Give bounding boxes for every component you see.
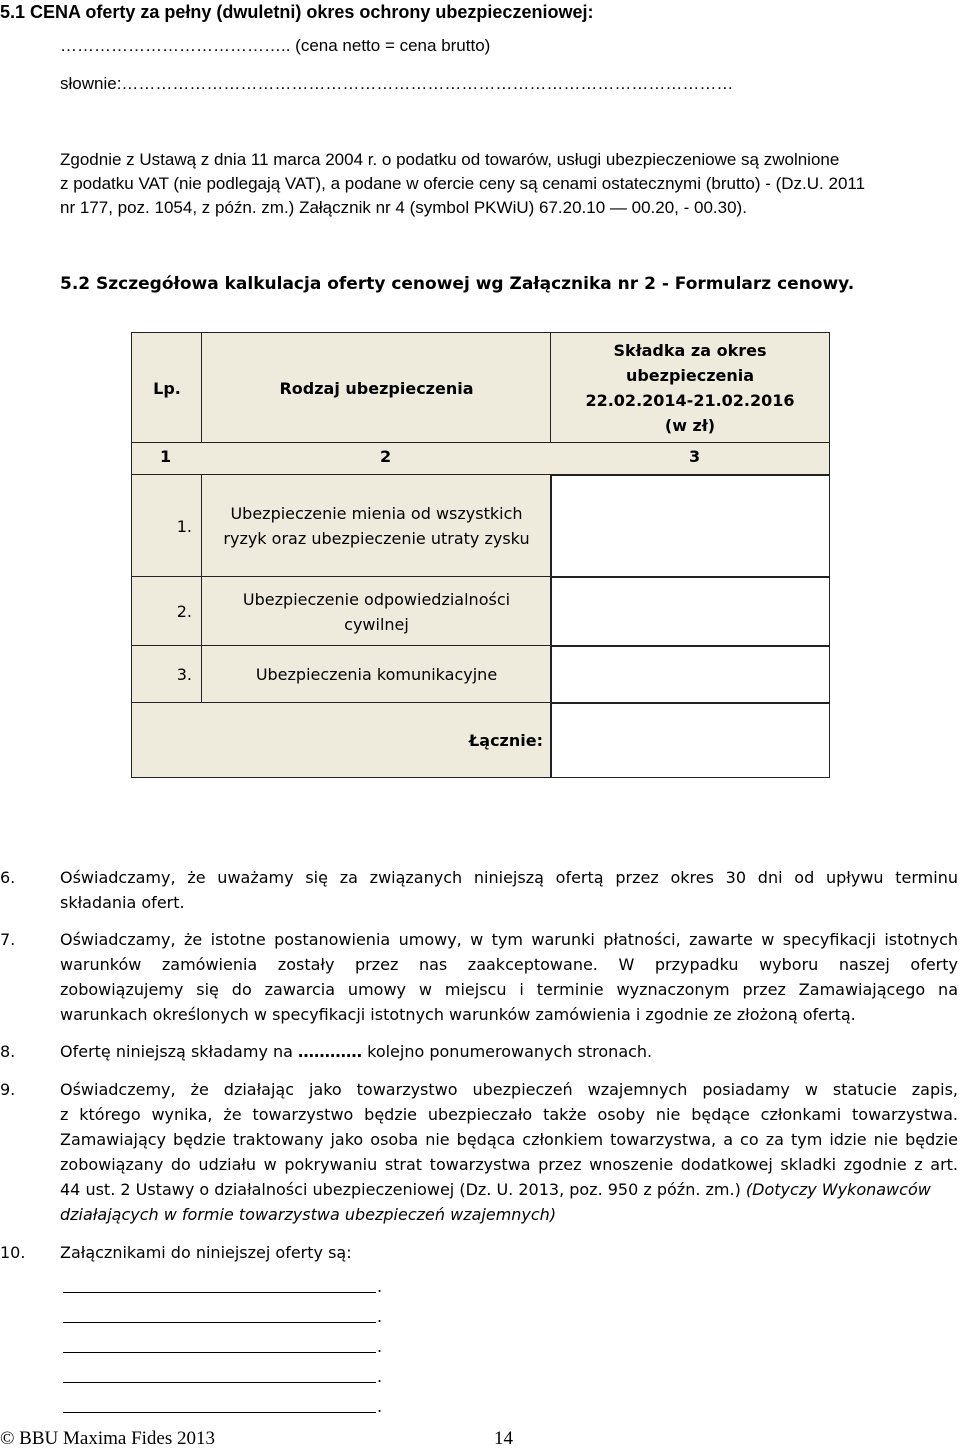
point-9-line-4: zobowiązany do udziału w pokrywaniu strat towarzystwa przez wnoszenie dodatkowej skladki zgodnie z art. bbox=[60, 1155, 958, 1174]
row-3-insurance-type: Ubezpieczenia komunikacyjne bbox=[201, 645, 552, 704]
point-9-line-1: Oświadczemy, że działając jako towarzystwo ubezpieczeń wzajemnych posiadamy w statucie zapis, bbox=[60, 1080, 958, 1099]
row-3-lp: 3. bbox=[131, 645, 203, 704]
vat-note-line-2: z podatku VAT (nie podlegają VAT), a podane w ofercie ceny są cenami ostatecznymi (brutto) - (Dz.U. 2011 bbox=[60, 174, 866, 193]
attachment-line-1-end: . bbox=[377, 1277, 383, 1296]
point-7-number: 7. bbox=[0, 930, 16, 949]
point-7-line-3: zobowiązujemy się do zawarcia umowy w miejscu i terminie wyznaczonym przez Zamawiającego na bbox=[60, 980, 958, 999]
attachment-line-5[interactable] bbox=[63, 1412, 376, 1413]
point-9-line-5: 44 ust. 2 Ustawy o działalności ubezpieczeniowej (Dz. U. 2013, poz. 950 z późn. zm.) (Dotyczy Wykonawców bbox=[60, 1180, 931, 1199]
column-number-3: 3 bbox=[689, 447, 701, 466]
point-8-number: 8. bbox=[0, 1042, 16, 1061]
point-6-line-1: Oświadczamy, że uważamy się za związanych niniejszą ofertą przez okres 30 dni od upływu terminu bbox=[60, 868, 958, 887]
page-count-field[interactable]: ………… bbox=[298, 1042, 363, 1061]
row-2-premium-input[interactable] bbox=[550, 576, 830, 647]
attachment-line-3[interactable] bbox=[63, 1352, 376, 1353]
header-premium: Składka za okres ubezpieczenia 22.02.2014-21.02.2016 (w zł) bbox=[550, 332, 830, 444]
point-7-line-2: warunków zamówienia zostały przez nas zaakceptowane. W przypadku wyboru naszej oferty bbox=[60, 955, 958, 974]
attachment-line-5-end: . bbox=[377, 1397, 383, 1416]
attachment-line-3-end: . bbox=[377, 1337, 383, 1356]
row-3-premium-input[interactable] bbox=[550, 645, 830, 704]
page-number: 14 bbox=[494, 1428, 513, 1449]
total-premium-input[interactable] bbox=[550, 702, 830, 778]
point-9-line-6: działających w formie towarzystwa ubezpieczeń wzajemnych) bbox=[60, 1205, 557, 1224]
header-lp: Lp. bbox=[131, 332, 203, 444]
row-2-insurance-type: Ubezpieczenie odpowiedzialności cywilnej bbox=[201, 576, 552, 647]
header-insurance-type: Rodzaj ubezpieczenia bbox=[201, 332, 552, 444]
point-9-line-2: z którego wynika, że towarzystwo będzie ubezpieczało także osoby nie będące członkami towarzystwa. bbox=[60, 1105, 958, 1124]
row-2-lp: 2. bbox=[131, 576, 203, 647]
point-10-text: Załącznikami do niniejszej oferty są: bbox=[60, 1243, 352, 1262]
price-line: ………………………………….. (cena netto = cena brutto) bbox=[60, 36, 491, 55]
section-5-1-heading: 5.1 CENA oferty za pełny (dwuletni) okres ochrony ubezpieczeniowej: bbox=[0, 2, 594, 22]
point-8-text bbox=[60, 1042, 652, 1061]
point-8-after: kolejno ponumerowanych stronach. bbox=[362, 1042, 653, 1061]
column-number-2: 2 bbox=[380, 447, 392, 466]
vat-note-line-3: nr 177, poz. 1054, z późn. zm.) Załącznik nr 4 (symbol PKWiU) 67.20.10 — 00.20, - 00.30). bbox=[60, 198, 747, 217]
vat-note-line-1: Zgodnie z Ustawą z dnia 11 marca 2004 r. o podatku od towarów, usługi ubezpieczeniowe są zwolnione bbox=[60, 150, 840, 169]
point-9-line-3: Zamawiający będzie traktowany jako osoba nie będąca członkiem towarzystwa, a co za tym idzie nie będzie bbox=[60, 1130, 958, 1149]
total-label-cell bbox=[131, 702, 552, 778]
point-10-number: 10. bbox=[0, 1243, 26, 1262]
section-5-2-heading: 5.2 Szczegółowa kalkulacja oferty cenowej wg Załącznika nr 2 - Formularz cenowy. bbox=[60, 274, 855, 294]
row-1-lp: 1. bbox=[131, 474, 203, 578]
column-number-1: 1 bbox=[160, 447, 172, 466]
footer-copyright: © BBU Maxima Fides 2013 bbox=[0, 1428, 215, 1449]
row-1-insurance-type: Ubezpieczenie mienia od wszystkich ryzyk oraz ubezpieczenie utraty zysku bbox=[201, 474, 552, 578]
point-6-number: 6. bbox=[0, 868, 16, 887]
attachment-line-4[interactable] bbox=[63, 1382, 376, 1383]
attachment-line-2[interactable] bbox=[63, 1322, 376, 1323]
price-in-words-line: słownie:……………………………………………………………………………………………… bbox=[60, 74, 734, 93]
attachment-line-1[interactable] bbox=[63, 1292, 376, 1293]
total-label: Łącznie: bbox=[469, 731, 543, 750]
point-9-number: 9. bbox=[0, 1080, 16, 1099]
point-7-line-1: Oświadczamy, że istotne postanowienia umowy, w tym warunki płatności, zawarte w specyfikacji istotnych bbox=[60, 930, 958, 949]
point-8-before: Ofertę niniejszą składamy na bbox=[60, 1042, 299, 1061]
row-1-premium-input[interactable] bbox=[550, 474, 830, 578]
attachment-line-4-end: . bbox=[377, 1367, 383, 1386]
numbering-row bbox=[131, 442, 830, 476]
point-7-line-4: warunkach określonych w specyfikacji istotnych warunków zamówienia i zgodnie ze złożoną ofertą. bbox=[60, 1005, 856, 1024]
attachment-line-2-end: . bbox=[377, 1307, 383, 1326]
point-6-line-2: składania ofert. bbox=[60, 893, 185, 912]
